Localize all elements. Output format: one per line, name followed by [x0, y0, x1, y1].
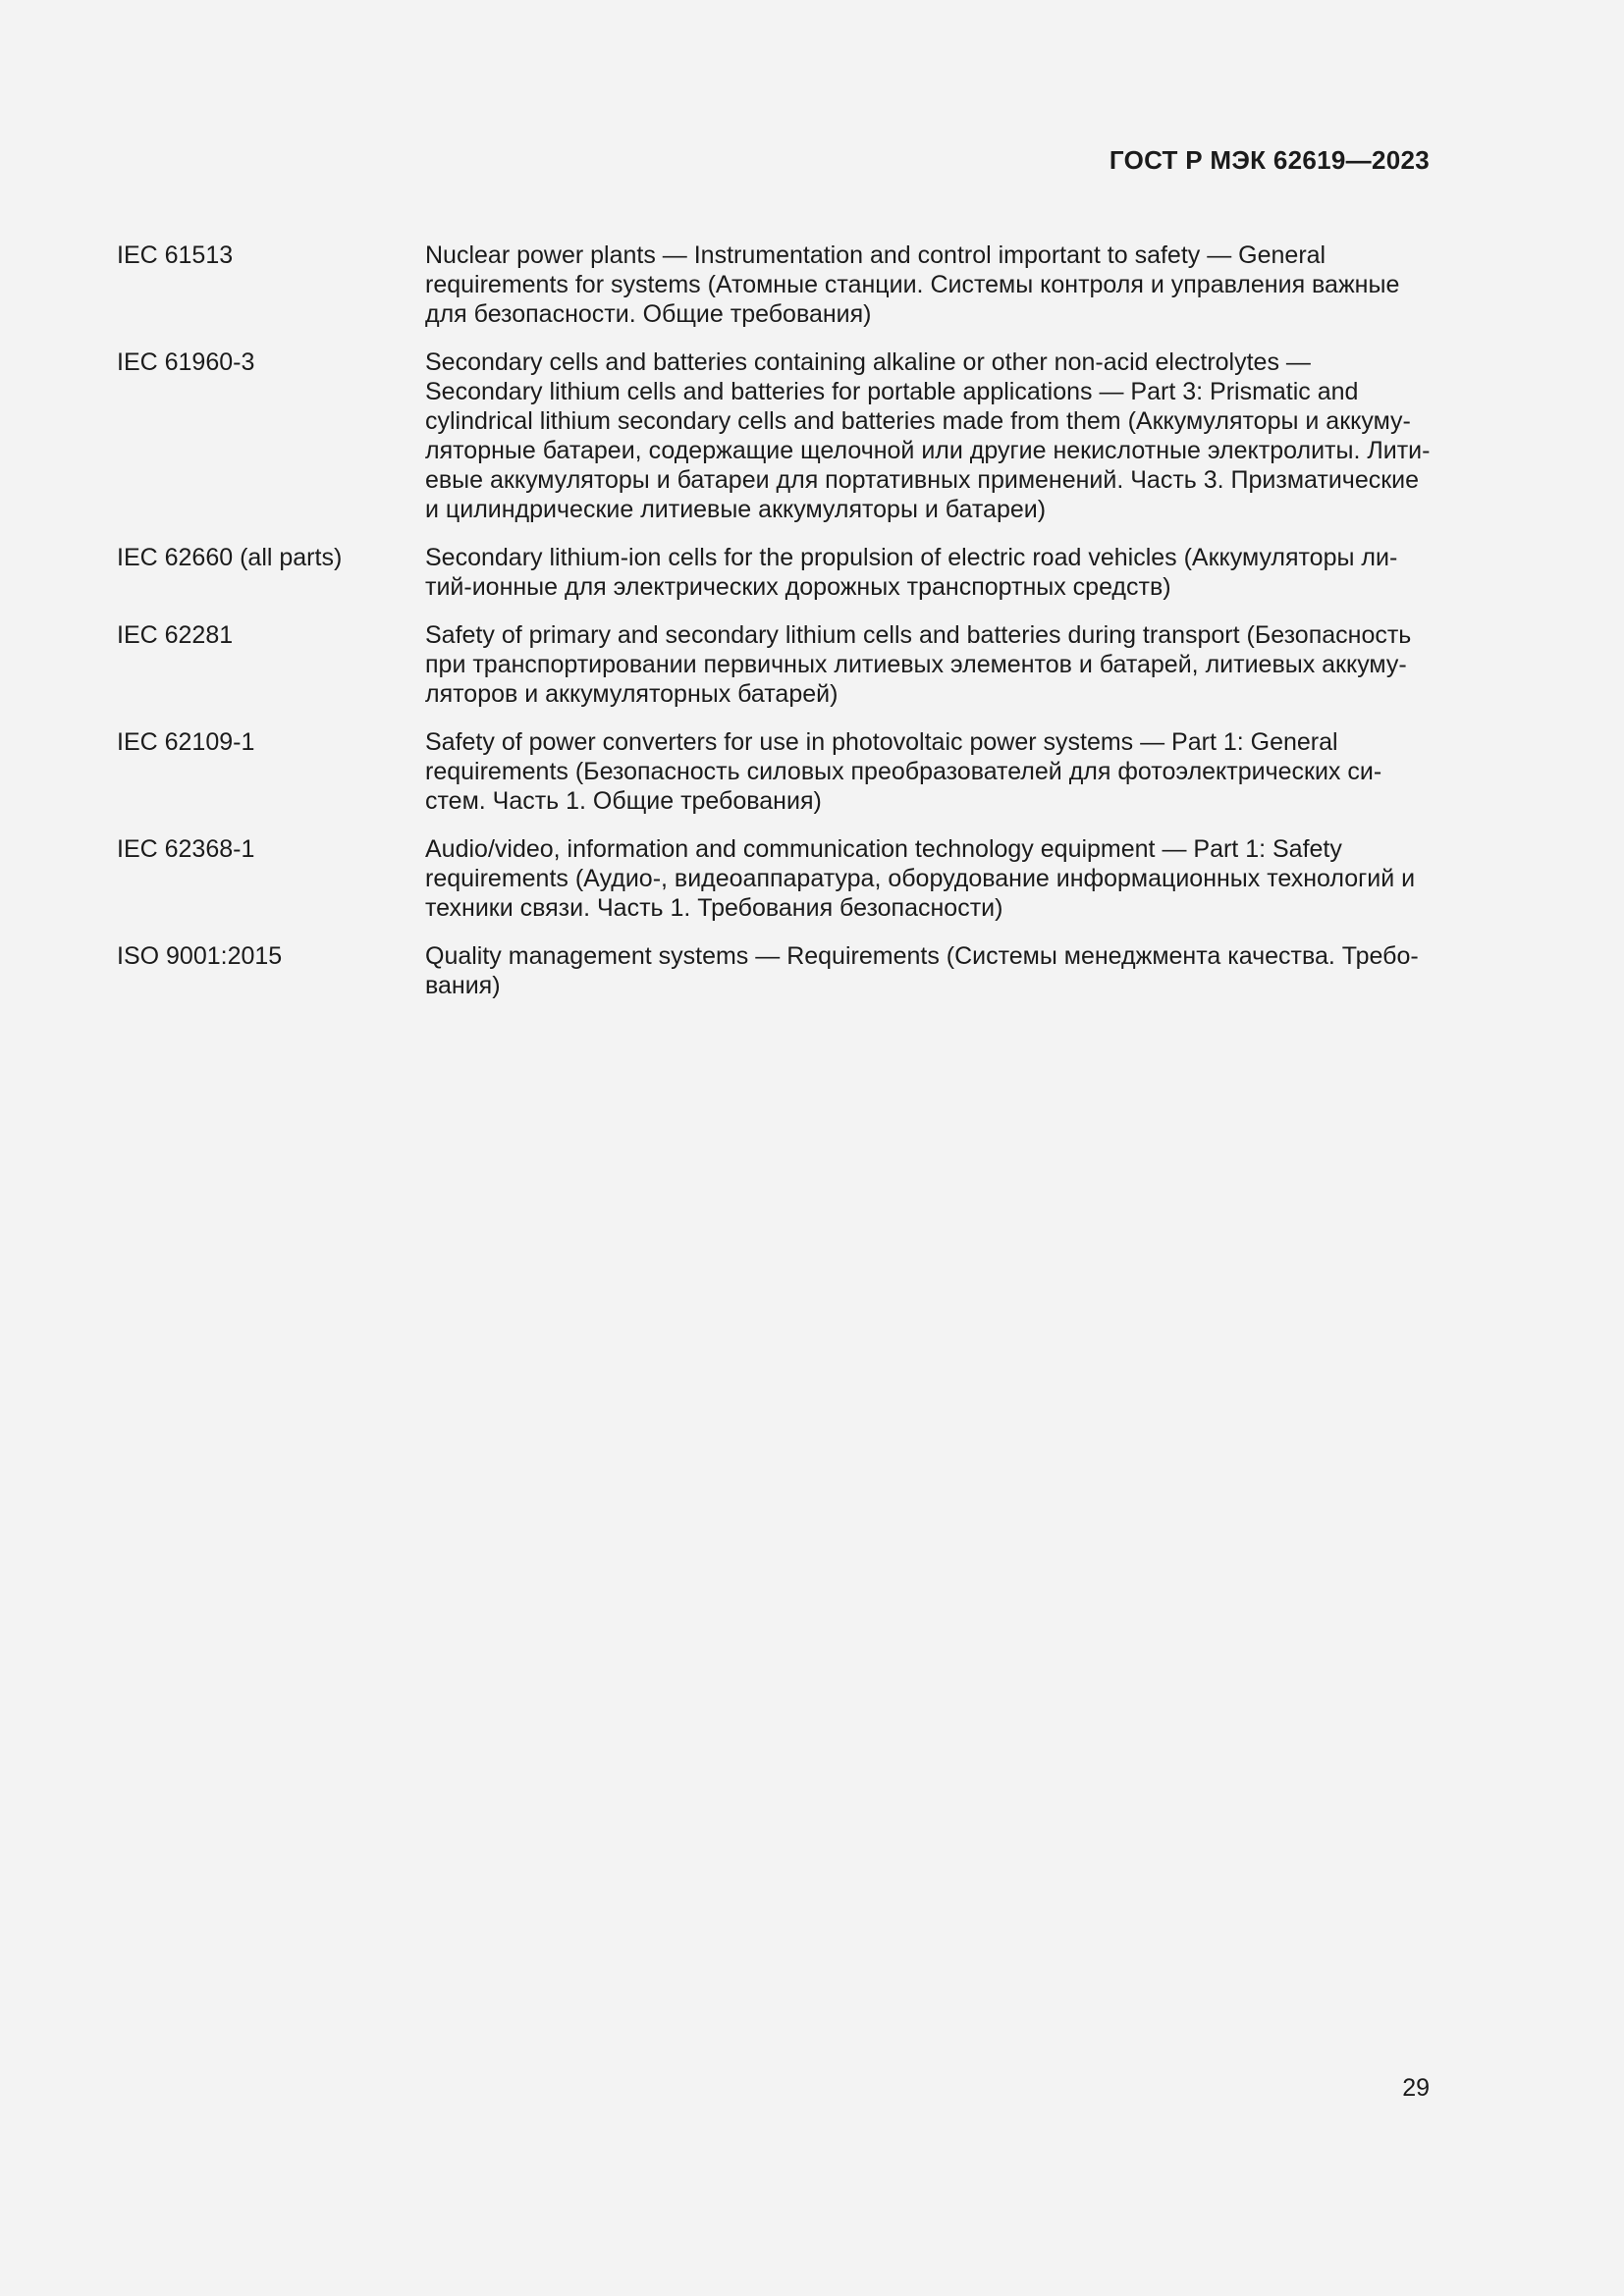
- reference-code: IEC 62368-1: [117, 835, 255, 863]
- description-line: Secondary cells and batteries containing alkaline or other non-acid electrolytes —: [425, 348, 1311, 376]
- description-line: Safety of primary and secondary lithium cells and batteries during transport (Безопасность: [425, 621, 1412, 649]
- reference-code: ISO 9001:2015: [117, 942, 283, 970]
- description-line: техники связи. Часть 1. Требования безопасности): [425, 894, 1003, 922]
- reference-row: [117, 727, 1430, 816]
- description-line: ляторов и аккумуляторных батарей): [425, 680, 839, 708]
- description-line: и цилиндрические литиевые аккумуляторы и батареи): [425, 496, 1047, 523]
- description-line: при транспортировании первичных литиевых элементов и батарей, литиевых аккуму-: [425, 651, 1407, 678]
- description-line: requirements for systems (Атомные станции. Системы контроля и управления важные: [425, 271, 1400, 298]
- reference-code: IEC 61960-3: [117, 348, 255, 376]
- reference-code: IEC 61513: [117, 241, 234, 269]
- reference-description: [425, 620, 1430, 709]
- reference-row: [117, 240, 1430, 329]
- description-line: стем. Часть 1. Общие требования): [425, 787, 822, 815]
- description-line: Audio/video, information and communication technology equipment — Part 1: Safety: [425, 835, 1342, 863]
- reference-row: [117, 543, 1430, 602]
- reference-code: IEC 62281: [117, 621, 234, 649]
- description-line: requirements (Аудио-, видеоаппаратура, оборудование информационных технологий и: [425, 865, 1416, 892]
- description-line: requirements (Безопасность силовых преобразователей для фотоэлектрических си-: [425, 758, 1382, 785]
- references-list: [117, 240, 1430, 1019]
- reference-row: [117, 834, 1430, 923]
- description-line: тий-ионные для электрических дорожных транспортных средств): [425, 573, 1171, 601]
- page-number: 29: [1402, 2074, 1430, 2102]
- description-line: для безопасности. Общие требования): [425, 300, 872, 328]
- reference-code: IEC 62109-1: [117, 728, 255, 756]
- description-line: cylindrical lithium secondary cells and batteries made from them (Аккумуляторы и аккуму-: [425, 407, 1411, 435]
- document-header: ГОСТ Р МЭК 62619—2023: [1109, 145, 1430, 175]
- reference-description: [425, 543, 1430, 602]
- reference-description: [425, 240, 1430, 329]
- reference-description: [425, 347, 1430, 524]
- reference-description: [425, 834, 1430, 923]
- description-line: Secondary lithium-ion cells for the propulsion of electric road vehicles (Аккумуляторы ли-: [425, 544, 1398, 571]
- reference-description: [425, 941, 1430, 1000]
- reference-code: IEC 62660 (all parts): [117, 544, 343, 571]
- description-line: Quality management systems — Requirements (Системы менеджмента качества. Требо-: [425, 942, 1419, 970]
- description-line: Nuclear power plants — Instrumentation and control important to safety — General: [425, 241, 1326, 269]
- reference-row: [117, 620, 1430, 709]
- reference-row: [117, 941, 1430, 1000]
- reference-row: [117, 347, 1430, 524]
- description-line: Safety of power converters for use in photovoltaic power systems — Part 1: General: [425, 728, 1338, 756]
- reference-description: [425, 727, 1430, 816]
- description-line: ляторные батареи, содержащие щелочной или другие некислотные электролиты. Лити-: [425, 437, 1431, 464]
- description-line: Secondary lithium cells and batteries for portable applications — Part 3: Prismatic and: [425, 378, 1359, 405]
- description-line: евые аккумуляторы и батареи для портативных применений. Часть 3. Призматические: [425, 466, 1420, 494]
- description-line: вания): [425, 972, 501, 999]
